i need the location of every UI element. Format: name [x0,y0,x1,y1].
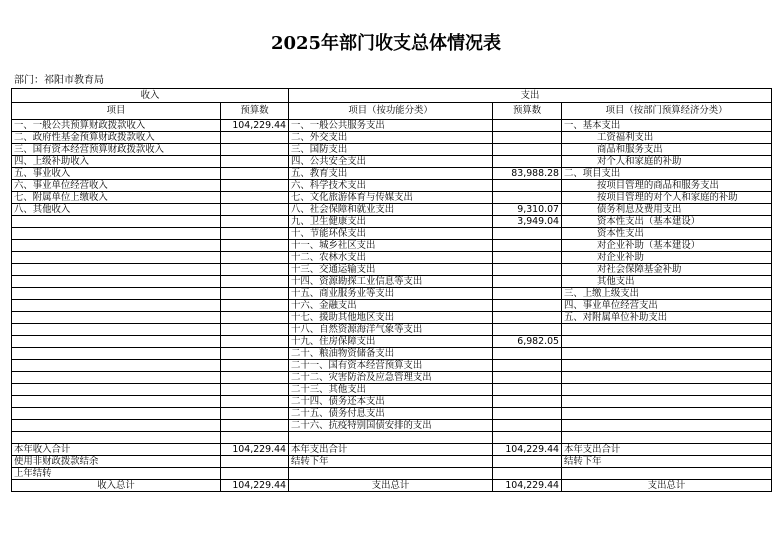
expense-budget-cell: 6,982.05 [493,336,562,348]
func-item-cell: 三、国防支出 [289,144,493,156]
rows-row [12,288,772,300]
rows-row [12,156,772,168]
econ-item-cell: 其他支出 [562,276,772,288]
income-budget-cell: 104,229.44 [221,444,289,456]
income-budget-cell [221,216,289,228]
col-econ-item: 项目（按部门预算经济分类） [562,103,772,120]
econ-item-cell [562,408,772,420]
income-item-cell: 八、其他收入 [12,204,221,216]
expense-budget-cell [493,132,562,144]
income-item-cell: 一、一般公共预算财政拨款收入 [12,120,221,132]
func-item-cell: 二十五、债务付息支出 [289,408,493,420]
rows-row [12,312,772,324]
income-item-cell [12,228,221,240]
rows-row [12,324,772,336]
econ-item-cell: 五、对附属单位补助支出 [562,312,772,324]
expense-header: 支出 [289,89,772,103]
income-item-cell: 五、事业收入 [12,168,221,180]
income-budget-cell [221,168,289,180]
econ-item-cell: 对个人和家庭的补助 [562,156,772,168]
income-budget-cell [221,180,289,192]
rows-row [12,348,772,360]
col-income-item: 项目 [12,103,221,120]
econ-item-cell: 结转下年 [562,456,772,468]
econ-item-cell: 对企业补助 [562,252,772,264]
income-budget-cell: 104,229.44 [221,120,289,132]
income-budget-cell [221,408,289,420]
income-item-cell [12,324,221,336]
rows-row [12,144,772,156]
income-item-cell [12,336,221,348]
expense-budget-cell [493,372,562,384]
income-item-cell [12,348,221,360]
expense-budget-cell [493,252,562,264]
income-budget-cell [221,276,289,288]
expense-budget-cell: 83,988.28 [493,168,562,180]
expense-budget-cell [493,228,562,240]
expense-budget-cell [493,432,562,444]
func-item-cell: 十五、商业服务业等支出 [289,288,493,300]
econ-item-cell [562,420,772,432]
expense-budget-cell [493,420,562,432]
income-budget-cell [221,348,289,360]
totals-row [12,468,772,480]
func-item-cell: 十三、交通运输支出 [289,264,493,276]
income-item-cell: 四、上级补助收入 [12,156,221,168]
income-item-cell [12,300,221,312]
econ-item-cell [562,360,772,372]
rows-row [12,132,772,144]
income-budget-cell [221,264,289,276]
income-item-cell: 本年收入合计 [12,444,221,456]
income-item-cell [12,396,221,408]
income-item-cell: 收入总计 [12,480,221,492]
func-item-cell [289,432,493,444]
expense-budget-cell [493,240,562,252]
income-budget-cell [221,420,289,432]
func-item-cell: 十、节能环保支出 [289,228,493,240]
income-item-cell [12,432,221,444]
func-item-cell: 十一、城乡社区支出 [289,240,493,252]
rows-row [12,216,772,228]
income-item-cell: 六、事业单位经营收入 [12,180,221,192]
budget-table [11,88,772,492]
income-item-cell [12,288,221,300]
econ-item-cell [562,324,772,336]
func-item-cell: 一、一般公共服务支出 [289,120,493,132]
income-budget-cell [221,132,289,144]
income-item-cell [12,312,221,324]
econ-item-cell: 四、事业单位经营支出 [562,300,772,312]
income-budget-cell [221,372,289,384]
expense-budget-cell [493,276,562,288]
income-item-cell: 上年结转 [12,468,221,480]
rows-row [12,120,772,132]
econ-item-cell [562,432,772,444]
income-budget-cell [221,192,289,204]
income-item-cell [12,384,221,396]
income-item-cell [12,372,221,384]
func-item-cell: 九、卫生健康支出 [289,216,493,228]
econ-item-cell: 二、项目支出 [562,168,772,180]
econ-item-cell [562,468,772,480]
footer-row [12,480,772,492]
income-budget-cell [221,312,289,324]
expense-budget-cell: 104,229.44 [493,444,562,456]
income-item-cell [12,240,221,252]
expense-budget-cell [493,348,562,360]
func-item-cell: 二十、粮油物资储备支出 [289,348,493,360]
expense-budget-cell [493,144,562,156]
totals-row [12,456,772,468]
rows-row [12,276,772,288]
rows-row [12,168,772,180]
econ-item-cell: 资本性支出 [562,228,772,240]
income-item-cell [12,264,221,276]
func-item-cell: 十八、自然资源海洋气象等支出 [289,324,493,336]
econ-item-cell: 一、基本支出 [562,120,772,132]
econ-item-cell: 支出总计 [562,480,772,492]
income-item-cell [12,252,221,264]
func-item-cell: 十四、资源勘探工业信息等支出 [289,276,493,288]
income-budget-cell [221,300,289,312]
income-budget-cell [221,456,289,468]
rows-row [12,264,772,276]
expense-budget-cell [493,324,562,336]
income-budget-cell [221,336,289,348]
expense-budget-cell [493,408,562,420]
econ-item-cell: 债务利息及费用支出 [562,204,772,216]
econ-item-cell [562,384,772,396]
econ-item-cell: 按项目管理的商品和服务支出 [562,180,772,192]
income-budget-cell [221,432,289,444]
rows-row [12,252,772,264]
expense-budget-cell [493,468,562,480]
expense-budget-cell [493,360,562,372]
rows-row [12,408,772,420]
income-budget-cell [221,144,289,156]
func-item-cell: 二十四、债务还本支出 [289,396,493,408]
page-title: 2025年部门收支总体情况表 [270,33,502,54]
income-budget-cell [221,324,289,336]
expense-budget-cell [493,180,562,192]
econ-item-cell [562,372,772,384]
expense-budget-cell [493,456,562,468]
econ-item-cell: 商品和服务支出 [562,144,772,156]
econ-item-cell: 对社会保障基金补助 [562,264,772,276]
econ-item-cell [562,396,772,408]
expense-budget-cell [493,300,562,312]
econ-item-cell [562,348,772,360]
expense-budget-cell: 9,310.07 [493,204,562,216]
income-budget-cell [221,468,289,480]
expense-budget-cell: 3,949.04 [493,216,562,228]
func-item-cell: 八、社会保障和就业支出 [289,204,493,216]
func-item-cell: 五、教育支出 [289,168,493,180]
col-income-budget: 预算数 [221,103,289,120]
income-budget-cell [221,156,289,168]
func-item-cell: 十九、住房保障支出 [289,336,493,348]
column-header-row [12,103,772,120]
rows-row [12,300,772,312]
rows-row [12,396,772,408]
section-header-row [12,89,772,103]
func-item-cell: 十七、援助其他地区支出 [289,312,493,324]
income-budget-cell [221,288,289,300]
income-budget-cell [221,396,289,408]
func-item-cell: 二十三、其他支出 [289,384,493,396]
econ-item-cell: 对企业补助（基本建设） [562,240,772,252]
econ-item-cell: 三、上缴上级支出 [562,288,772,300]
income-budget-cell [221,360,289,372]
rows-row [12,384,772,396]
expense-budget-cell [493,312,562,324]
expense-budget-cell [493,384,562,396]
rows-row [12,372,772,384]
income-item-cell [12,276,221,288]
income-budget-cell: 104,229.44 [221,480,289,492]
func-item-cell: 七、文化旅游体育与传媒支出 [289,192,493,204]
income-item-cell: 七、附属单位上缴收入 [12,192,221,204]
func-item-cell: 二十一、国有资本经营预算支出 [289,360,493,372]
rows-row [12,192,772,204]
econ-item-cell: 工资福利支出 [562,132,772,144]
income-item-cell [12,408,221,420]
func-item-cell: 支出总计 [289,480,493,492]
income-budget-cell [221,204,289,216]
func-item-cell: 结转下年 [289,456,493,468]
income-item-cell [12,420,221,432]
func-item-cell [289,468,493,480]
income-item-cell [12,360,221,372]
rows-row [12,228,772,240]
income-budget-cell [221,384,289,396]
func-item-cell: 六、科学技术支出 [289,180,493,192]
income-header: 收入 [12,89,289,103]
income-budget-cell [221,252,289,264]
func-item-cell: 四、公共安全支出 [289,156,493,168]
rows-row [12,420,772,432]
func-item-cell: 本年支出合计 [289,444,493,456]
expense-budget-cell: 104,229.44 [493,480,562,492]
econ-item-cell [562,336,772,348]
rows-row [12,336,772,348]
income-budget-cell [221,240,289,252]
econ-item-cell: 按项目管理的对个人和家庭的补助 [562,192,772,204]
rows-row [12,204,772,216]
func-item-cell: 二十二、灾害防治及应急管理支出 [289,372,493,384]
expense-budget-cell [493,192,562,204]
income-item-cell: 二、政府性基金预算财政拨款收入 [12,132,221,144]
rows-row [12,432,772,444]
col-expense-budget: 预算数 [493,103,562,120]
income-item-cell [12,216,221,228]
totals-row [12,444,772,456]
col-func-item: 项目（按功能分类） [289,103,493,120]
income-budget-cell [221,228,289,240]
econ-item-cell: 本年支出合计 [562,444,772,456]
rows-row [12,360,772,372]
expense-budget-cell [493,288,562,300]
income-item-cell: 三、国有资本经营预算财政拨款收入 [12,144,221,156]
expense-budget-cell [493,396,562,408]
expense-budget-cell [493,264,562,276]
func-item-cell: 十六、金融支出 [289,300,493,312]
expense-budget-cell [493,156,562,168]
func-item-cell: 二、外交支出 [289,132,493,144]
func-item-cell: 二十六、抗疫特别国债安排的支出 [289,420,493,432]
income-item-cell: 使用非财政拨款结余 [12,456,221,468]
rows-row [12,240,772,252]
rows-row [12,180,772,192]
expense-budget-cell [493,120,562,132]
econ-item-cell: 资本性支出（基本建设） [562,216,772,228]
department-label: 部门：祁阳市教育局 [14,75,104,86]
func-item-cell: 十二、农林水支出 [289,252,493,264]
